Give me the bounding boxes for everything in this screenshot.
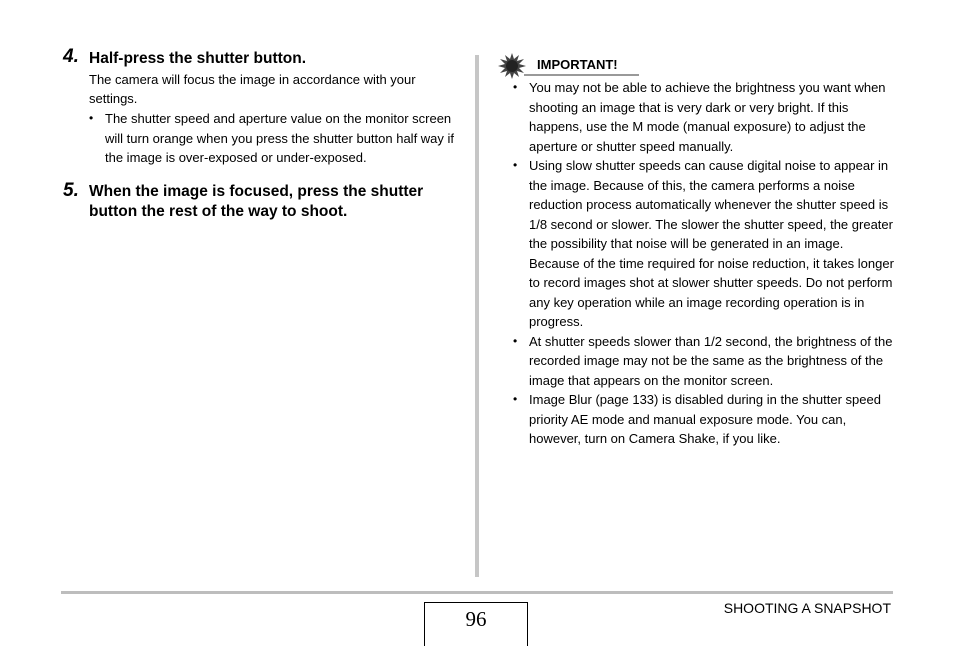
starburst-icon [498,53,526,79]
page-number: 96 [465,607,487,631]
important-bullet: • At shutter speeds slower than 1/2 second, the brightness of the recorded image may not be the same as the brightness of the image that appears on the monitor screen. [513,332,895,391]
step-5-number: 5. [63,180,79,201]
important-bullet: • Using slow shutter speeds can cause digital noise to appear in the image. Because of this, the camera performs a noise reduction process automatically whenever the shutter speed is 1/8 second or slower. The slower the shutter speed, the greater the possibility that noise will be generated in an image. Because of the time required for noise reduction, it takes longer to record images shot at slower shutter speeds. Do not perform any key operation while an image recording operation is in progress. [513,156,895,332]
column-divider [475,55,479,577]
important-underline [524,74,639,76]
step-5-title-line-2: button the rest of the way to shoot. [89,203,348,220]
important-bullet: • Image Blur (page 133) is disabled during in the shutter speed priority AE mode and manual exposure mode. You can, however, turn on Camera Shake, if you like. [513,390,895,449]
step-4-bullet: • The shutter speed and aperture value on the monitor screen will turn orange when you press the shutter button half way if the image is over-exposed or under-exposed. [89,109,461,168]
important-label: IMPORTANT! [537,57,618,72]
important-bullet: • You may not be able to achieve the brightness you want when shooting an image that is very dark or very bright. If this happens, use the M mode (manual exposure) to adjust the aperture or shutter speed manually. [513,78,895,156]
important-bullet-list [513,78,895,449]
step-4-body-line-2: settings. [89,91,138,106]
step-4-title: Half-press the shutter button. [89,50,307,67]
step-5-title-line-1: When the image is focused, press the shutter [89,183,424,200]
step-4-number: 4. [63,46,79,67]
step-4-bullet-list [89,109,461,168]
section-label: SHOOTING A SNAPSHOT [723,600,891,616]
footer-rule [61,591,893,594]
step-4-body-line-1: The camera will focus the image in accordance with your [89,72,416,87]
